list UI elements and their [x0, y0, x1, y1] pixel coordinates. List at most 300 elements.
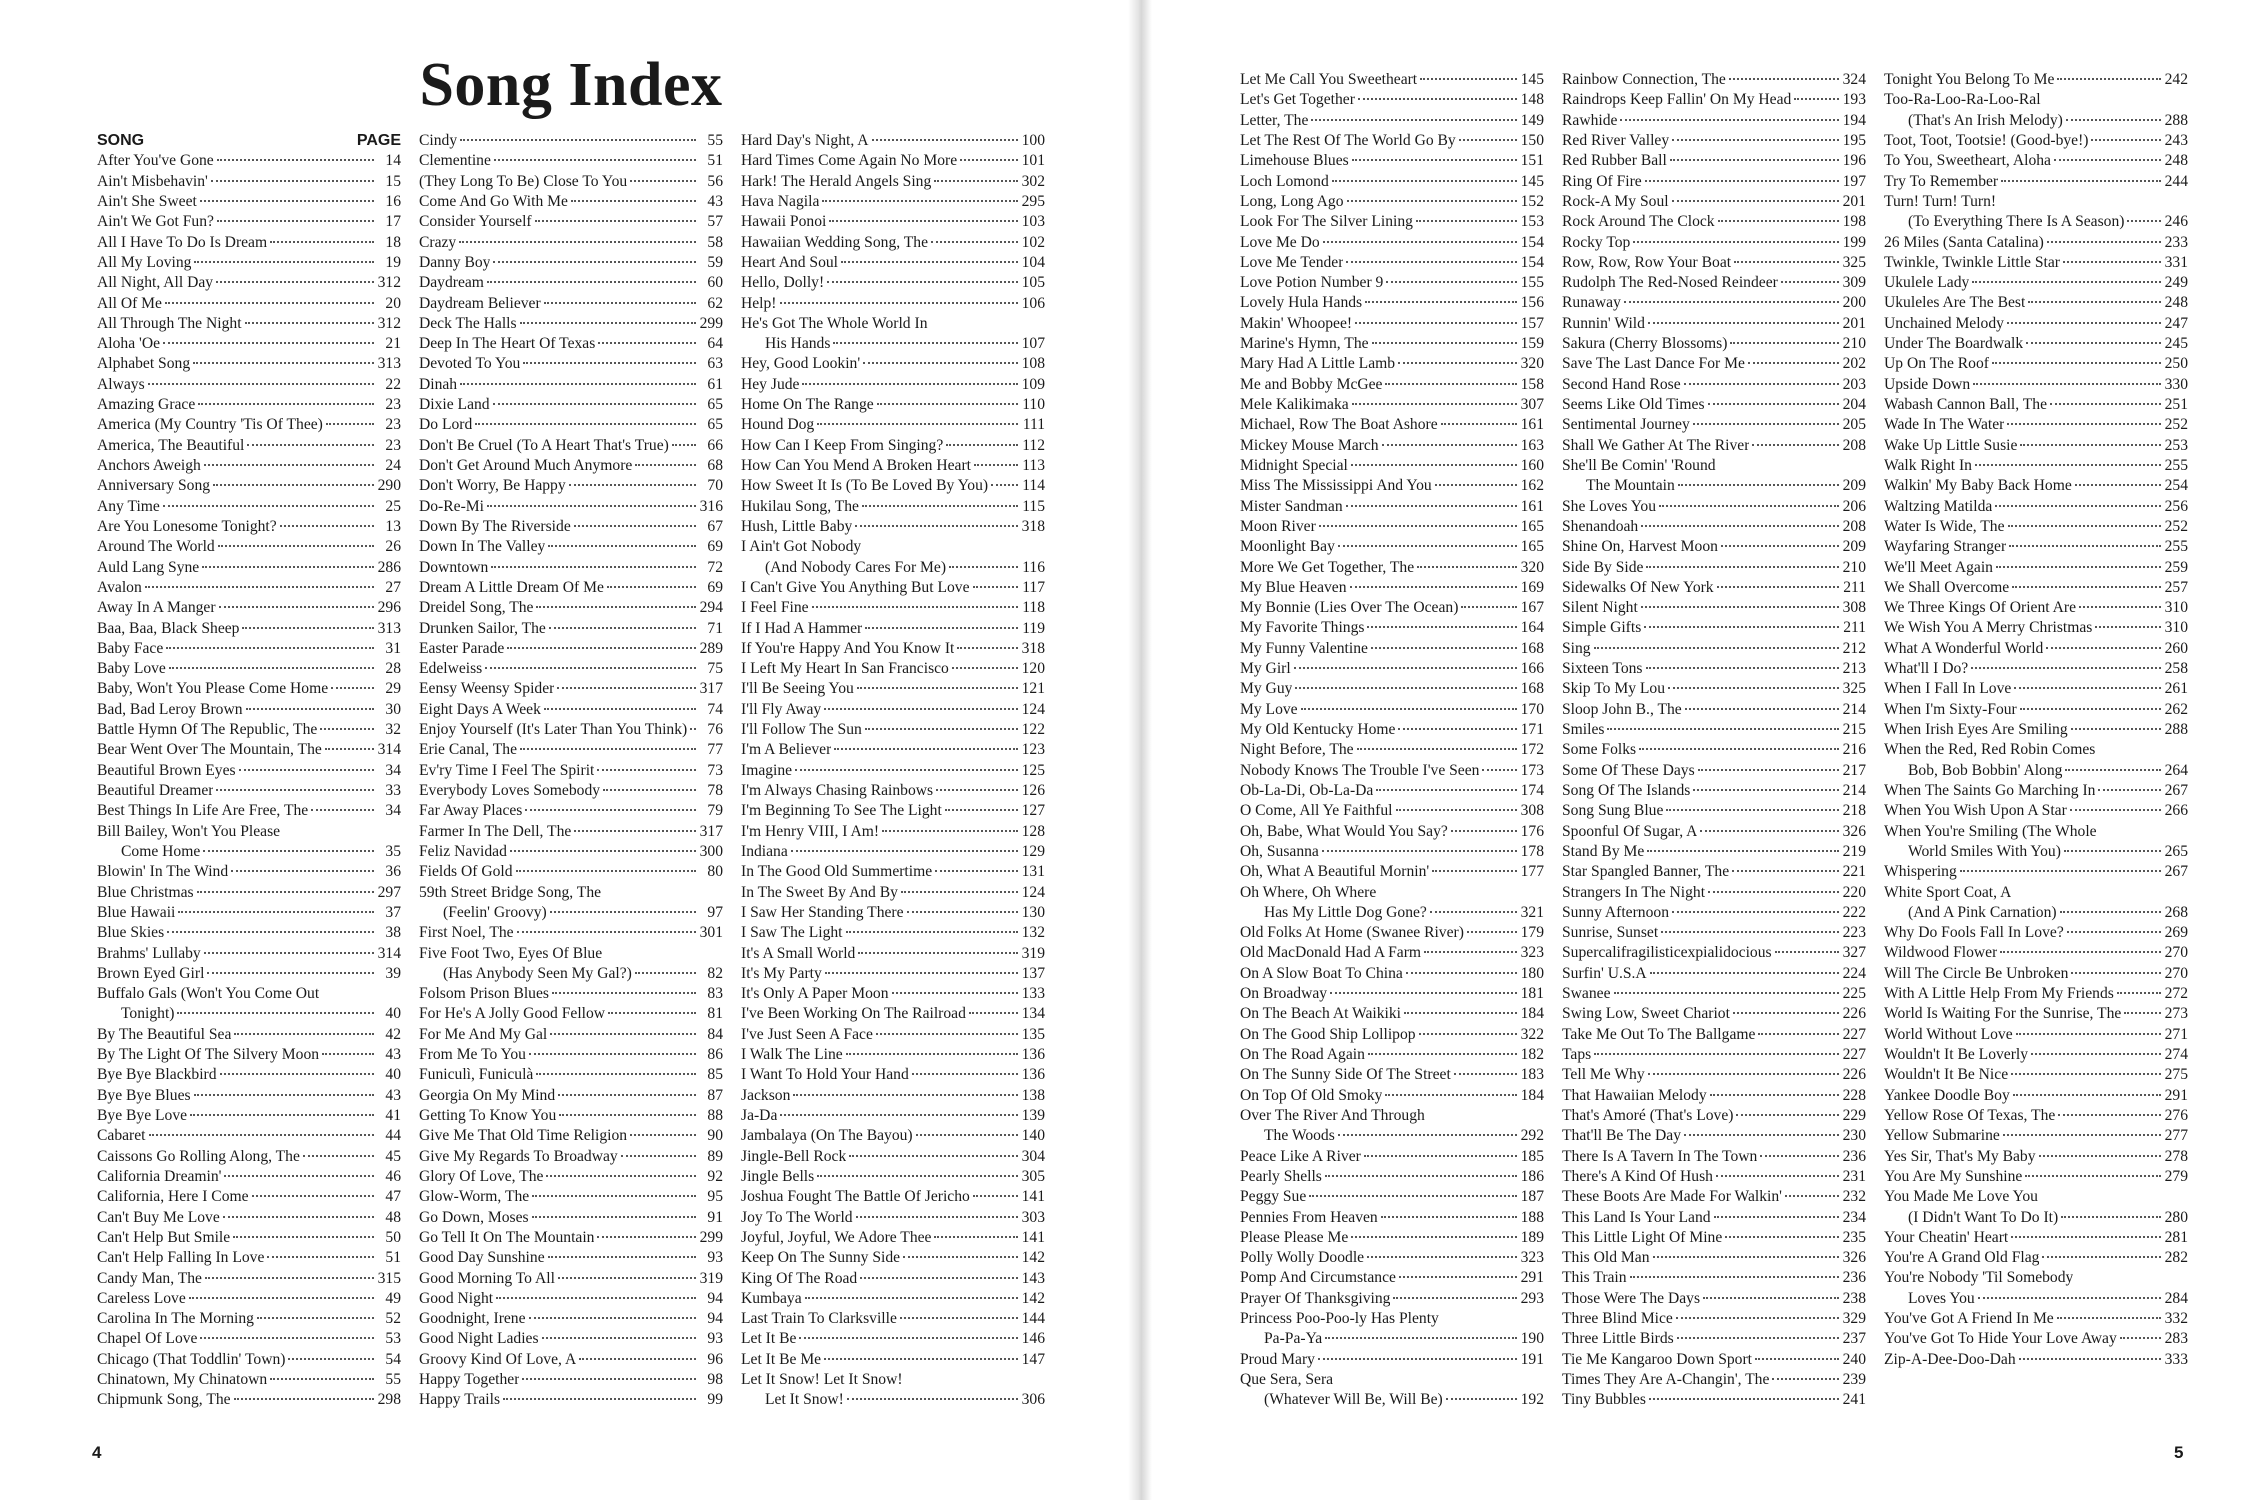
index-entry: [419, 964, 723, 984]
dot-leader: [1718, 220, 1839, 222]
index-entry: [97, 314, 401, 334]
index-entry: [419, 842, 723, 862]
index-entry: [1562, 700, 1866, 720]
dot-leader: [1973, 383, 2161, 385]
page-number: 111: [1022, 416, 1045, 434]
index-entry: [741, 1065, 1045, 1085]
song-title: (And A Pink Carnation): [1908, 903, 2057, 921]
song-title: Red Rubber Ball: [1562, 152, 1667, 170]
dot-leader: [1338, 545, 1517, 547]
index-entry: [741, 253, 1045, 273]
dot-leader: [546, 1175, 696, 1177]
dot-leader: [1441, 423, 1517, 425]
page-number: 200: [1842, 294, 1866, 312]
index-entry: [419, 253, 723, 273]
song-title: Bad, Bad Leroy Brown: [97, 700, 243, 718]
page-number: 310: [2164, 619, 2188, 637]
page-number: 39: [385, 964, 401, 982]
page-number: 105: [1021, 274, 1045, 292]
index-entry: [419, 1329, 723, 1349]
song-title: Ring Of Fire: [1562, 172, 1642, 190]
dot-leader: [569, 484, 696, 486]
page-number: 298: [377, 1391, 401, 1409]
song-title: Five Foot Two, Eyes Of Blue: [419, 944, 603, 962]
song-title: Save The Last Dance For Me: [1562, 355, 1745, 373]
page-number: 129: [1021, 842, 1045, 860]
index-entry: [97, 1004, 401, 1024]
dot-leader: [934, 1236, 1018, 1238]
index-entry: [1562, 415, 1866, 435]
song-title: If You're Happy And You Know It: [741, 639, 955, 657]
song-title: Oh, Babe, What Would You Say?: [1240, 822, 1448, 840]
song-title: Blowin' In The Wind: [97, 863, 229, 881]
dot-leader: [558, 1094, 696, 1096]
dot-leader: [544, 302, 696, 304]
dot-leader: [224, 1175, 374, 1177]
dot-leader: [163, 342, 374, 344]
dot-leader: [1676, 1317, 1839, 1319]
page-number: 247: [2164, 314, 2188, 332]
dot-leader: [571, 200, 696, 202]
page-number: 36: [385, 863, 401, 881]
index-entry: [1884, 720, 2188, 740]
dot-leader: [1319, 525, 1517, 527]
page-number: 269: [2164, 924, 2188, 942]
song-title: Aloha 'Oe: [97, 335, 160, 353]
page-number: 153: [1520, 213, 1544, 231]
page-number: 241: [1842, 1391, 1866, 1409]
page-number: 126: [1021, 782, 1045, 799]
song-title: Love Potion Number 9: [1240, 274, 1384, 292]
song-title: Bye Bye Love: [97, 1107, 188, 1124]
song-title: Runnin' Wild: [1562, 314, 1645, 332]
dot-leader: [1996, 566, 2161, 568]
page-number: 325: [1842, 680, 1866, 698]
index-entry: [1562, 822, 1866, 842]
index-entry: [741, 294, 1045, 314]
page-number: 49: [385, 1289, 401, 1307]
index-entry: [1884, 456, 2188, 476]
index-entry: [419, 1187, 723, 1207]
dot-leader: [793, 1094, 1018, 1096]
index-entry: [97, 842, 401, 862]
index-entry: [419, 1309, 723, 1329]
page-number: 145: [1520, 172, 1544, 190]
dot-leader: [270, 1378, 374, 1380]
index-entry: [419, 1228, 723, 1248]
dot-leader: [2014, 687, 2161, 689]
dot-leader: [548, 1256, 696, 1258]
song-title: Baby, Won't You Please Come Home: [97, 680, 329, 698]
dot-leader: [487, 281, 696, 283]
page-number: 189: [1520, 1228, 1544, 1246]
song-title: Folsom Prison Blues: [419, 985, 549, 1003]
page-number: 28: [385, 660, 401, 678]
dot-leader: [525, 809, 696, 811]
dot-leader: [1794, 98, 1839, 100]
dot-leader: [945, 809, 1018, 811]
page-number: 98: [707, 1371, 723, 1389]
dot-leader: [2031, 1053, 2161, 1055]
index-entry: [97, 1025, 401, 1045]
song-title: Toot, Toot, Tootsie! (Good-bye!): [1884, 131, 2089, 149]
song-title: Mele Kalikimaka: [1240, 396, 1349, 413]
index-entry: [1884, 111, 2188, 131]
song-title: Eight Days A Week: [419, 700, 541, 718]
dot-leader: [597, 769, 696, 771]
page-number: 267: [2164, 781, 2188, 799]
page-number: 75: [707, 660, 723, 678]
page-number: 23: [385, 396, 401, 414]
index-entry: [741, 801, 1045, 821]
song-title: Row, Row, Row Your Boat: [1562, 253, 1732, 271]
dot-leader: [2057, 78, 2161, 80]
page-number: 233: [2164, 233, 2188, 251]
dot-leader: [2117, 992, 2161, 994]
dot-leader: [1432, 870, 1517, 872]
page-number: 22: [385, 375, 401, 393]
page-number: 327: [1842, 944, 1866, 962]
index-entry: [97, 253, 401, 273]
index-entry: [97, 984, 401, 1004]
index-entry: [1884, 903, 2188, 923]
index-entry: [1240, 598, 1544, 618]
song-title: Good Night Ladies: [419, 1330, 539, 1348]
song-title: Battle Hymn Of The Republic, The: [97, 721, 318, 739]
index-entry: [741, 1187, 1045, 1207]
page-number: 29: [385, 680, 401, 698]
page-number: 268: [2164, 903, 2188, 921]
page-number: 284: [2164, 1289, 2188, 1307]
song-title: Night Before, The: [1240, 741, 1354, 759]
song-title: Has My Little Dog Gone?: [1264, 903, 1427, 921]
page-number: 134: [1021, 1005, 1045, 1023]
index-entry: [1562, 70, 1866, 90]
song-title: Peggy Sue: [1240, 1188, 1307, 1206]
index-entry: [741, 334, 1045, 354]
index-entry: [1562, 476, 1866, 496]
index-entry: [97, 598, 401, 618]
dot-leader: [574, 830, 696, 832]
song-title: Princess Poo-Poo-ly Has Plenty: [1240, 1310, 1439, 1328]
dot-leader: [2028, 301, 2161, 303]
page-number: 214: [1842, 700, 1866, 718]
index-entry: [1562, 1167, 1866, 1187]
song-title: Dreidel Song, The: [419, 599, 534, 617]
page-number: 294: [699, 599, 723, 617]
page-number: 262: [2164, 700, 2188, 718]
index-entry: [97, 1350, 401, 1370]
dot-leader: [532, 1195, 696, 1197]
dot-leader: [1641, 606, 1839, 608]
song-title: All I Have To Do Is Dream: [97, 233, 268, 251]
index-entry: [419, 1269, 723, 1289]
dot-leader: [931, 241, 1018, 243]
song-title: Lovely Hula Hands: [1240, 294, 1363, 312]
song-title: In The Good Old Summertime: [741, 863, 933, 881]
index-column-4: [1240, 70, 1544, 1411]
page-number: 60: [707, 274, 723, 292]
song-title: Yellow Rose Of Texas, The: [1884, 1106, 2056, 1124]
dot-leader: [812, 606, 1018, 608]
dot-leader: [2071, 972, 2161, 974]
dot-leader: [1416, 220, 1517, 222]
song-title: Baby Face: [97, 639, 164, 657]
song-title: Ev'ry Time I Feel The Spirit: [419, 761, 595, 779]
page-number: 201: [1842, 314, 1866, 332]
index-column-6: [1884, 70, 2188, 1370]
index-entry: [741, 944, 1045, 964]
song-title: (To Everything There Is A Season): [1908, 213, 2125, 231]
page-number: 260: [2164, 639, 2188, 657]
song-title: Moonlight Bay: [1240, 538, 1335, 556]
song-title: It's Only A Paper Moon: [741, 985, 889, 1003]
index-entry: [1562, 801, 1866, 821]
index-entry: [741, 1350, 1045, 1370]
page-number: 216: [1842, 741, 1866, 759]
index-entry: [1562, 1004, 1866, 1024]
index-entry: [1240, 984, 1544, 1004]
dot-leader: [1352, 403, 1517, 405]
dot-leader: [1347, 200, 1517, 202]
song-title: World Is Waiting For the Sunrise, The: [1884, 1005, 2122, 1023]
index-entry: [419, 740, 723, 760]
song-title: Edelweiss: [419, 660, 483, 678]
song-title: I Can't Give You Anything But Love: [741, 578, 970, 596]
dot-leader: [1971, 667, 2161, 669]
page-number: 282: [2164, 1249, 2188, 1267]
song-title: Under The Boardwalk: [1884, 335, 2024, 353]
page-number: 44: [385, 1127, 401, 1145]
song-title: Up On The Roof: [1884, 355, 1989, 373]
song-title: Dream A Little Dream Of Me: [419, 578, 604, 596]
index-entry: [1562, 1187, 1866, 1207]
song-title: Why Do Fools Fall In Love?: [1884, 924, 2064, 942]
page-number: 21: [385, 335, 401, 353]
dot-leader: [802, 383, 1018, 385]
page-number: 244: [2164, 172, 2188, 190]
dot-leader: [1365, 301, 1517, 303]
song-title: Loch Lomond: [1240, 172, 1329, 190]
page-number: 94: [707, 1289, 723, 1307]
song-title: Miss The Mississippi And You: [1240, 477, 1432, 495]
page-number: 165: [1520, 517, 1544, 535]
dot-leader: [1670, 159, 1839, 161]
song-title: Upside Down: [1884, 375, 1971, 393]
page-number: 23: [385, 436, 401, 454]
dot-leader: [218, 545, 374, 547]
index-entry: [97, 822, 401, 842]
index-entry: [1562, 1268, 1866, 1288]
page-number: 66: [707, 436, 723, 454]
dot-leader: [223, 1216, 374, 1218]
song-title: Let Me Call You Sweetheart: [1240, 71, 1418, 88]
page-number: 212: [1842, 639, 1866, 657]
song-title: Sixteen Tons: [1562, 660, 1643, 678]
dot-leader: [1781, 281, 1839, 283]
dot-leader: [892, 992, 1019, 994]
index-entry: [1884, 497, 2188, 517]
index-entry: [741, 720, 1045, 740]
dot-leader: [1614, 992, 1840, 994]
dot-leader: [2120, 1337, 2161, 1339]
song-title: All Through The Night: [97, 314, 242, 332]
index-entry: [741, 842, 1045, 862]
page-number: 139: [1021, 1107, 1045, 1124]
page-number: 163: [1520, 436, 1544, 454]
index-entry: [419, 1045, 723, 1065]
song-title: Easter Parade: [419, 639, 505, 657]
page-number: 108: [1021, 355, 1045, 373]
index-entry: [419, 923, 723, 943]
index-entry: [741, 192, 1045, 212]
index-entry: [1562, 293, 1866, 313]
page-number: 243: [2164, 131, 2188, 149]
song-title: That'll Be The Day: [1562, 1127, 1682, 1145]
dot-leader: [2020, 444, 2161, 446]
song-title: Bear Went Over The Mountain, The: [97, 741, 322, 759]
page-number: 318: [1021, 639, 1045, 657]
dot-leader: [1752, 444, 1839, 446]
page-number: 291: [2164, 1086, 2188, 1104]
page-number: 256: [2164, 497, 2188, 515]
song-title: Funiculì, Funiculà: [419, 1066, 534, 1084]
index-entry: [419, 456, 723, 476]
index-entry: [97, 801, 401, 821]
dot-leader: [2065, 769, 2161, 771]
index-entry: [1884, 740, 2188, 760]
book-gutter: [1128, 0, 1152, 1500]
song-title: Wake Up Little Susie: [1884, 436, 2018, 454]
index-entry: [1240, 172, 1544, 192]
page-number: 279: [2164, 1167, 2188, 1185]
index-entry: [1562, 1309, 1866, 1329]
page-number: 317: [699, 680, 723, 698]
song-title: More We Get Together, The: [1240, 558, 1415, 576]
page-number: 65: [707, 396, 723, 414]
page-number: 172: [1520, 741, 1544, 759]
song-title: White Sport Coat, A: [1884, 883, 2012, 901]
index-entry: [1884, 172, 2188, 192]
song-title: With A Little Help From My Friends: [1884, 985, 2114, 1003]
page-number: 34: [385, 761, 401, 779]
song-title: Come And Go With Me: [419, 192, 568, 210]
dot-leader: [189, 1297, 374, 1299]
index-entry: [1884, 334, 2188, 354]
page-number: 201: [1842, 192, 1866, 210]
song-title: Eensy Weensy Spider: [419, 680, 555, 698]
page-number: 173: [1520, 761, 1544, 779]
page-number: 73: [707, 761, 723, 779]
song-title: Wade In The Water: [1884, 416, 2005, 434]
index-entry: [741, 273, 1045, 293]
index-entry: [1884, 354, 2188, 374]
index-entry: [1562, 1329, 1866, 1349]
dot-leader: [1371, 647, 1517, 649]
dot-leader: [1666, 809, 1839, 811]
page-number: 97: [707, 903, 723, 921]
page-number: 186: [1520, 1167, 1544, 1185]
index-entry: [1240, 558, 1544, 578]
index-entry: [741, 1248, 1045, 1268]
dot-leader: [1318, 1358, 1517, 1360]
index-entry: [97, 436, 401, 456]
dot-leader: [841, 261, 1018, 263]
index-entry: [1240, 801, 1544, 821]
song-title: Consider Yourself: [419, 213, 532, 231]
index-entry: [97, 619, 401, 639]
dot-leader: [935, 870, 1018, 872]
dot-leader: [1372, 342, 1517, 344]
dot-leader: [1975, 464, 2161, 466]
page-number: 74: [707, 700, 723, 718]
index-entry: [741, 314, 1045, 334]
song-title: To You, Sweetheart, Aloha: [1884, 152, 2051, 170]
song-title: Hawaiian Wedding Song, The: [741, 233, 928, 251]
page-number: 41: [385, 1107, 401, 1124]
song-title: Polly Wolly Doodle: [1240, 1249, 1365, 1267]
song-title: Sentimental Journey: [1562, 416, 1690, 434]
page-number: 149: [1520, 111, 1544, 129]
index-entry: [419, 1126, 723, 1146]
song-title: Limehouse Blues: [1240, 152, 1349, 170]
page-number: 199: [1842, 233, 1866, 251]
page-number: 69: [707, 578, 723, 596]
index-entry: [419, 436, 723, 456]
index-entry: [97, 537, 401, 557]
song-title: Strangers In The Night: [1562, 883, 1706, 901]
index-entry: [97, 1065, 401, 1085]
index-entry: [97, 679, 401, 699]
dot-leader: [2064, 850, 2161, 852]
index-entry: [1562, 639, 1866, 659]
song-title: This Land Is Your Land: [1562, 1208, 1711, 1226]
page-number: 318: [1021, 517, 1045, 535]
song-title: I'll Be Seeing You: [741, 680, 854, 698]
dot-leader: [233, 1236, 374, 1238]
page-number: 48: [385, 1208, 401, 1226]
page-number: 220: [1842, 883, 1866, 901]
dot-leader: [231, 870, 374, 872]
song-title: We Three Kings Of Orient Are: [1884, 599, 2077, 617]
song-title: Stand By Me: [1562, 842, 1645, 860]
index-entry: [97, 964, 401, 984]
index-entry: [1884, 1187, 2188, 1207]
dot-leader: [557, 687, 696, 689]
song-title: How Can You Mend A Broken Heart: [741, 457, 971, 474]
page-number: 55: [707, 132, 723, 149]
song-title: Long, Long Ago: [1240, 192, 1344, 210]
song-title: All Of Me: [97, 294, 162, 312]
dot-leader: [1730, 342, 1839, 344]
index-column-5: [1562, 70, 1866, 1411]
page-number: 69: [707, 538, 723, 556]
song-title: Hey, Good Lookin': [741, 355, 861, 373]
dot-leader: [1648, 1073, 1839, 1075]
page-number: 109: [1021, 375, 1045, 393]
index-entry: [1240, 1167, 1544, 1187]
dot-leader: [621, 1155, 696, 1157]
song-title: Joy To The World: [741, 1208, 853, 1226]
index-entry: [1240, 679, 1544, 699]
song-title: Mary Had A Little Lamb: [1240, 355, 1396, 373]
dot-leader: [197, 891, 374, 893]
page-number: 299: [699, 1228, 723, 1246]
song-title: All My Loving: [97, 253, 192, 271]
index-entry: [741, 354, 1045, 374]
dot-leader: [847, 1398, 1018, 1400]
page-number: 101: [1021, 152, 1045, 170]
